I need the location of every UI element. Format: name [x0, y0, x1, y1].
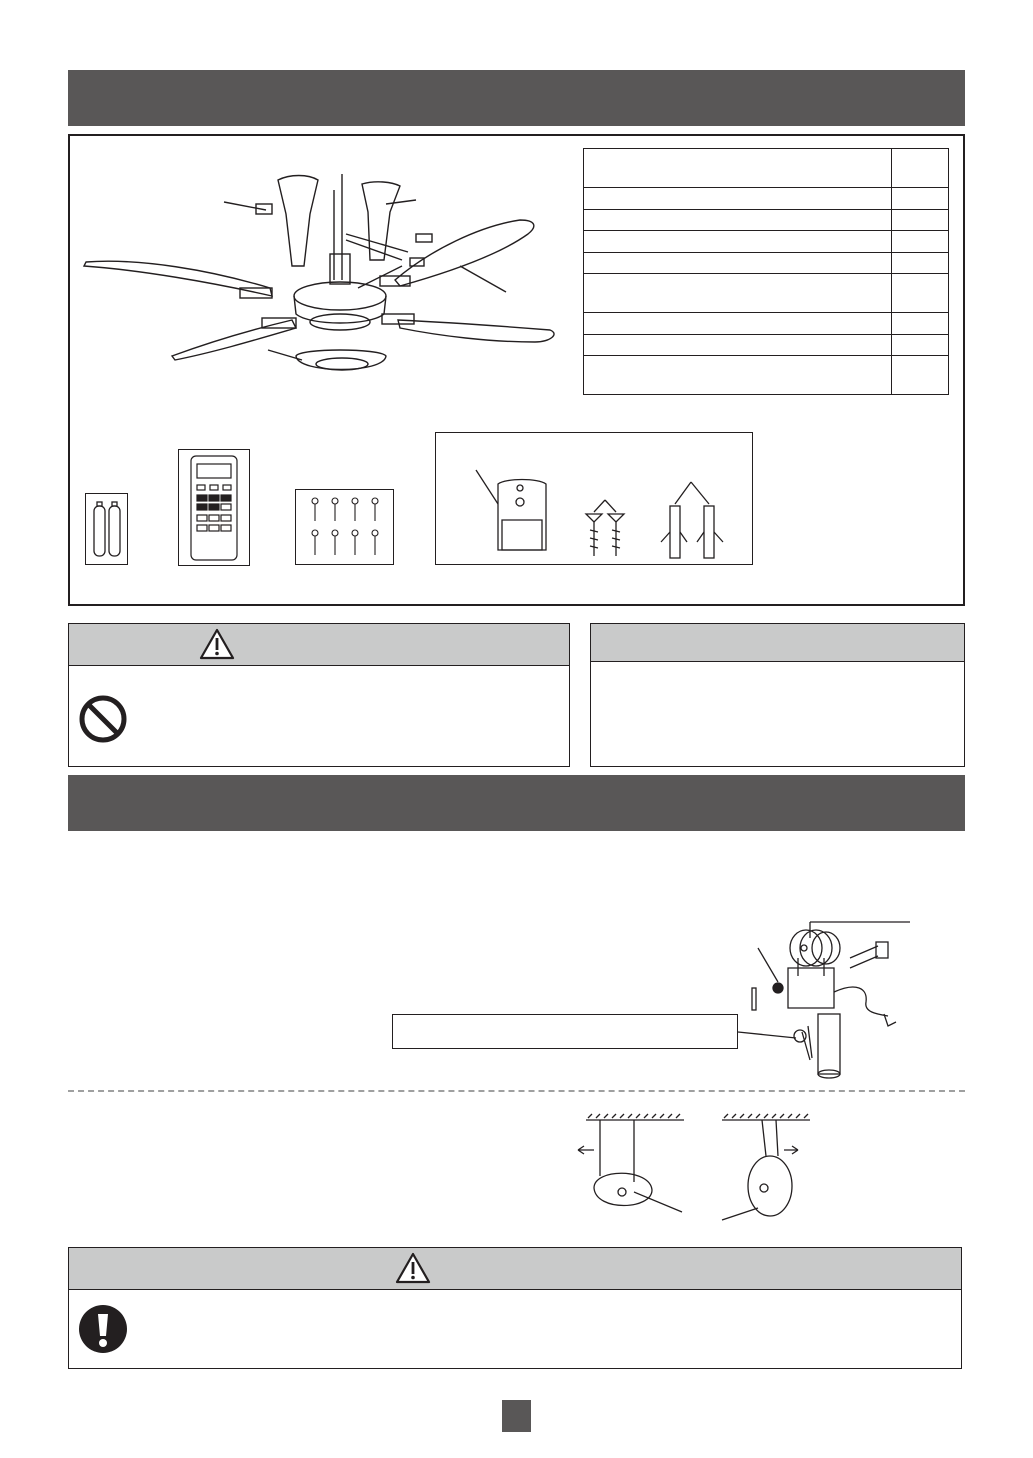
part-name-cell — [584, 274, 892, 313]
downrod-ball-diagram — [570, 1116, 820, 1228]
top-section-header — [68, 70, 965, 126]
bottom-section-header — [68, 775, 965, 831]
table-row — [584, 313, 949, 335]
part-name-cell — [584, 231, 892, 253]
table-row — [584, 253, 949, 274]
prohibition-icon — [78, 694, 128, 744]
part-qty-cell — [892, 188, 949, 210]
screws-icon — [305, 495, 385, 559]
part-qty-cell — [892, 149, 949, 188]
table-row — [584, 231, 949, 253]
exclamation-circle-icon — [78, 1304, 128, 1354]
part-name-cell — [584, 335, 892, 356]
fan-exploded-diagram — [80, 170, 570, 400]
part-qty-cell — [892, 210, 949, 231]
battery-icon — [92, 500, 122, 558]
part-qty-cell — [892, 313, 949, 335]
table-row — [584, 210, 949, 231]
warning-triangle-icon — [395, 1252, 431, 1284]
part-qty-cell — [892, 253, 949, 274]
part-qty-cell — [892, 356, 949, 395]
table-row — [584, 149, 949, 188]
part-name-cell — [584, 313, 892, 335]
part-name-cell — [584, 210, 892, 231]
part-name-cell — [584, 356, 892, 395]
warning-header-bottom — [69, 1248, 961, 1290]
part-name-cell — [584, 253, 892, 274]
part-qty-cell — [892, 231, 949, 253]
page-number-badge — [502, 1400, 531, 1432]
warning-header-left — [69, 624, 569, 666]
part-qty-cell — [892, 274, 949, 313]
table-row — [584, 188, 949, 210]
part-name-cell — [584, 188, 892, 210]
part-name-cell — [584, 149, 892, 188]
dashed-separator — [68, 1090, 965, 1092]
note-header-right — [591, 624, 964, 662]
remote-control-icon — [190, 455, 238, 561]
wall-plugs-icon — [657, 480, 727, 560]
table-row — [584, 356, 949, 395]
callout-box — [392, 1014, 738, 1049]
remote-holder-icon — [476, 470, 556, 554]
wood-screws-icon — [582, 500, 628, 560]
parts-table — [583, 148, 949, 395]
table-row — [584, 274, 949, 313]
table-row — [584, 335, 949, 356]
part-qty-cell — [892, 335, 949, 356]
warning-triangle-icon — [199, 628, 235, 660]
hanger-bracket-diagram — [738, 918, 938, 1082]
